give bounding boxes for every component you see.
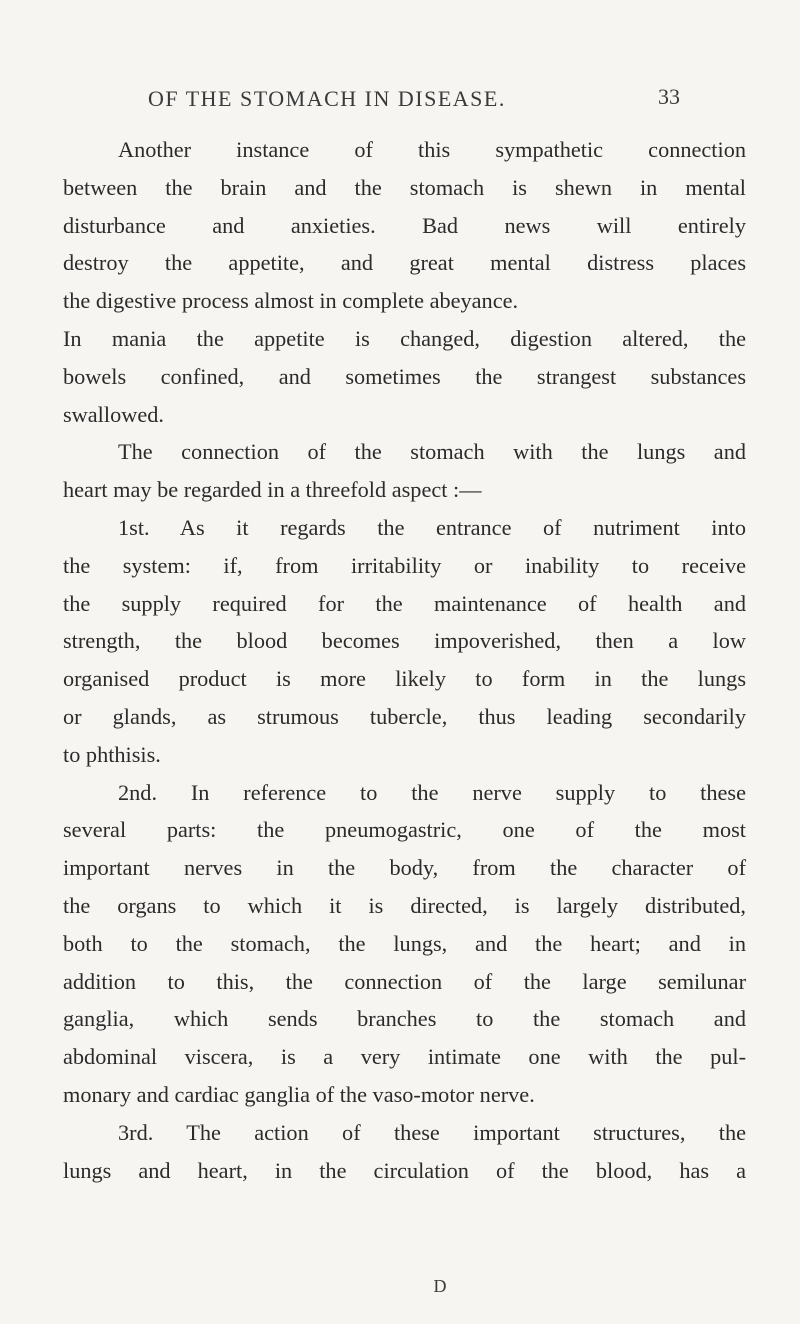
text-line: addition to this, the connection of the large semilunar <box>63 968 746 994</box>
running-title: OF THE STOMACH IN DISEASE. <box>148 86 506 111</box>
signature-letter: D <box>433 1276 447 1296</box>
text-line: organised product is more likely to form in the lungs <box>63 666 746 692</box>
text-line: swallowed. <box>63 401 164 427</box>
text-line: several parts: the pneumogastric, one of the most <box>63 817 746 843</box>
page-number: 33 <box>658 84 680 109</box>
text-line: heart may be regarded in a threefold aspect :— <box>63 477 482 503</box>
text-line: or glands, as strumous tubercle, thus leading secondarily <box>63 703 746 729</box>
text-line: both to the stomach, the lungs, and the heart; and in <box>63 930 746 956</box>
text-line: ganglia, which sends branches to the stomach and <box>63 1006 746 1032</box>
text-line: 1st. As it regards the entrance of nutriment into <box>118 514 746 540</box>
text-line: the system: if, from irritability or inability to receive <box>63 552 746 578</box>
text-line: to phthisis. <box>63 741 161 767</box>
text-line: destroy the appetite, and great mental distress places <box>63 250 746 276</box>
text-line: strength, the blood becomes impoverished, then a low <box>63 628 746 654</box>
text-line: The connection of the stomach with the lungs and <box>118 439 746 465</box>
text-line: disturbance and anxieties. Bad news will entirely <box>63 212 746 238</box>
text-line: the organs to which it is directed, is largely distributed, <box>63 892 746 918</box>
signature-mark <box>0 1276 800 1297</box>
text-line: abdominal viscera, is a very intimate one with the pul- <box>63 1044 746 1070</box>
text-line: the supply required for the maintenance of health and <box>63 590 746 616</box>
text-line: In mania the appetite is changed, digestion altered, the <box>63 325 746 351</box>
text-line: 2nd. In reference to the nerve supply to these <box>118 779 746 805</box>
text-line: the digestive process almost in complete abeyance. <box>63 288 519 314</box>
body-text <box>63 131 746 1189</box>
text-line: between the brain and the stomach is shewn in mental <box>63 174 746 200</box>
text-line: lungs and heart, in the circulation of the blood, has a <box>63 1157 746 1183</box>
text-line: monary and cardiac ganglia of the vaso-motor nerve. <box>63 1081 535 1107</box>
text-line: bowels confined, and sometimes the strangest substances <box>63 363 746 389</box>
text-line: important nerves in the body, from the character of <box>63 855 746 881</box>
text-line: Another instance of this sympathetic connection <box>118 137 746 162</box>
text-line: 3rd. The action of these important structures, the <box>118 1119 746 1145</box>
